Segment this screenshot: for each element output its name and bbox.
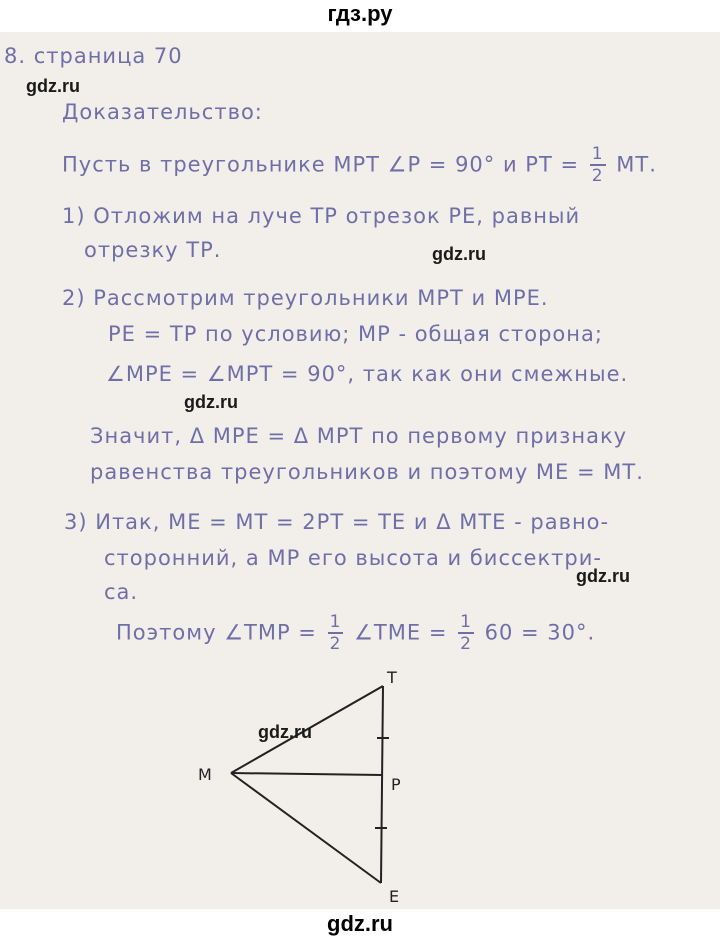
step1-line1: 1) Отложим на луче ТР отрезок РЕ, равный (62, 204, 581, 228)
step3-line3: са. (104, 580, 139, 604)
watermark: gdz.ru (26, 76, 80, 96)
watermark: gdz.ru (432, 244, 486, 264)
intro-text-post: МТ. (616, 152, 657, 177)
step2-line1: 2) Рассмотрим треугольники МРТ и МРЕ. (62, 286, 549, 310)
step3-line1: 3) Итак, МЕ = МТ = 2РТ = ТЕ и Δ МТЕ - равно- (64, 510, 610, 534)
fraction-half: $\frac{1}{2}$ (329, 612, 342, 654)
conclusion-pre: Поэтому ∠ТМР = (116, 620, 317, 645)
segment-te (381, 686, 383, 883)
label-t: Т (387, 668, 397, 687)
site-footer: gdz.ru (327, 911, 393, 936)
proof-heading: Доказательство: (62, 100, 263, 124)
label-m: М (198, 765, 212, 784)
watermark: gdz.ru (184, 392, 238, 412)
watermark: gdz.ru (258, 722, 312, 742)
watermark: gdz.ru (576, 566, 630, 586)
step1-line2: отрезку ТР. (84, 238, 222, 262)
fraction-half: $\frac{1}{2}$ (591, 144, 604, 186)
label-p: Р (391, 775, 401, 794)
segment-mp (231, 773, 383, 775)
conclusion-post: 60 = 30°. (484, 620, 596, 645)
step2-line2: РЕ = ТР по условию; МР - общая сторона; (108, 322, 603, 346)
step2-line5: равенства треугольников и поэтому МЕ = МТ. (90, 460, 644, 484)
fraction-half: $\frac{1}{2}$ (460, 612, 472, 654)
site-header: гдз.ру (327, 1, 393, 26)
exercise-title: 8. страница 70 (4, 44, 183, 68)
step3-line2: сторонний, а МР его высота и биссектри- (104, 546, 602, 570)
conclusion-mid: ∠ТМЕ = (354, 620, 448, 645)
intro-text-pre: Пусть в треугольнике МРТ ∠Р = 90° и РТ = (62, 152, 580, 177)
label-e: Е (389, 887, 400, 906)
step2-line3: ∠МРЕ = ∠МРТ = 90°, так как они смежные. (106, 362, 629, 386)
step2-line4: Значит, Δ МРЕ = Δ МРТ по первому признаку (90, 424, 628, 448)
segment-me (231, 773, 381, 883)
